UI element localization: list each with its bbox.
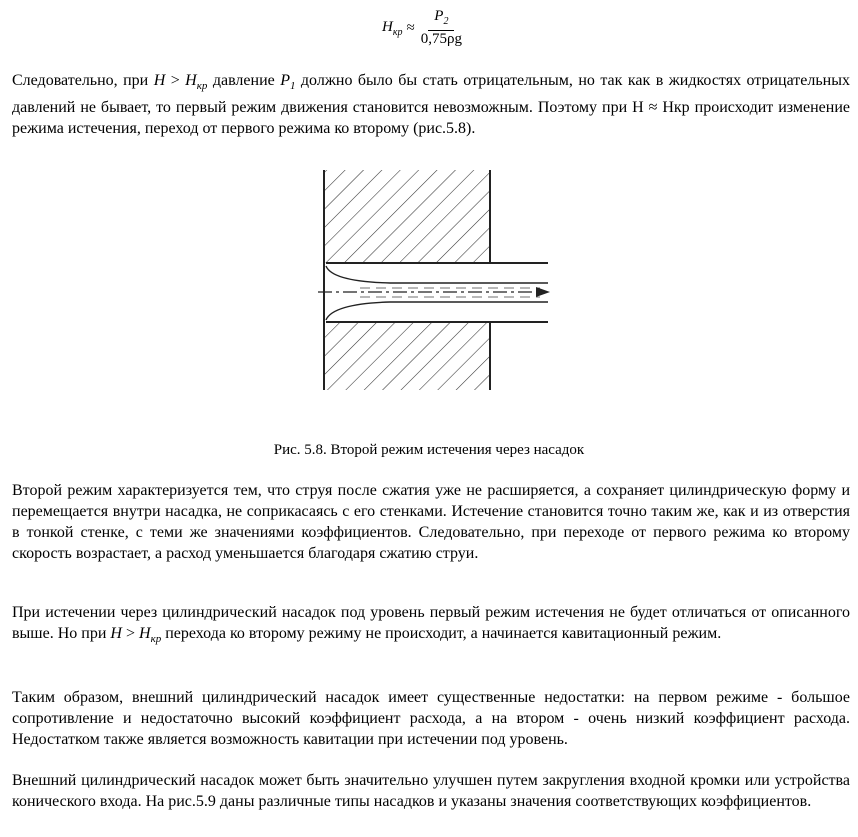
wall-upper-hatch	[324, 170, 490, 263]
figure-caption: Рис. 5.8. Второй режим истечения через насадок	[273, 442, 585, 458]
nozzle-lower-edge	[490, 322, 548, 390]
nozzle-upper-edge	[490, 170, 548, 263]
paragraph-1: Следовательно, при $H > H_{кр}$ давление $P_1$ должно было бы стать отрицательным, но так как в жидкостях отрицательных давлений не бывает, то первый режим движения становится невозможным. Поэтому при Н ≈ Нкр происходит изменение режима истечения, переход от первого режима ко второму (рис.5.8).	[12, 72, 850, 138]
formula-denominator: 0,75ρg	[420, 31, 463, 47]
paragraph-5: Внешний цилиндрический насадок может быть значительно улучшен путем закругления входной кромки или устройства конического входа. На рис.5.9 даны различные типы насадков и указаны значения соответствующих коэффициентов.	[12, 772, 850, 810]
formula-numerator: $P_2$	[428, 8, 454, 31]
approx-sign: ≈	[406, 19, 415, 36]
paragraph-3: При истечении через цилиндрический насадок под уровень первый режим истечения не будет отличаться от описанного выше. Но при $H > H_{кр}$ перехода ко второму режиму не происходит, а начинается кавитационный режим.	[12, 604, 850, 646]
paragraph-4: Таким образом, внешний цилиндрический насадок имеет существенные недостатки: на первом режиме - большое сопротивление и недостаточно высокий коэффициент расхода, а на втором - очень низкий коэффициент расхода. Недостатком также является возможность кавитации при истечении под уровень.	[12, 689, 850, 748]
paragraph-2: Второй режим характеризуется тем, что струя после сжатия уже не расширяется, а сохраняет цилиндрическую форму и перемещается внутри насадка, не соприкасаясь с его стенками. Истечение становится точно таким же, как и из отверстия в тонкой стенке, с теми же значениями коэффициентов. Следовательно, при переходе от первого режима ко второму скорость возрастает, а расход уменьшается благодаря сжатию струи.	[12, 482, 850, 562]
formula-lhs: $H_{кр}$	[382, 18, 403, 38]
wall-lower-hatch	[324, 322, 490, 390]
